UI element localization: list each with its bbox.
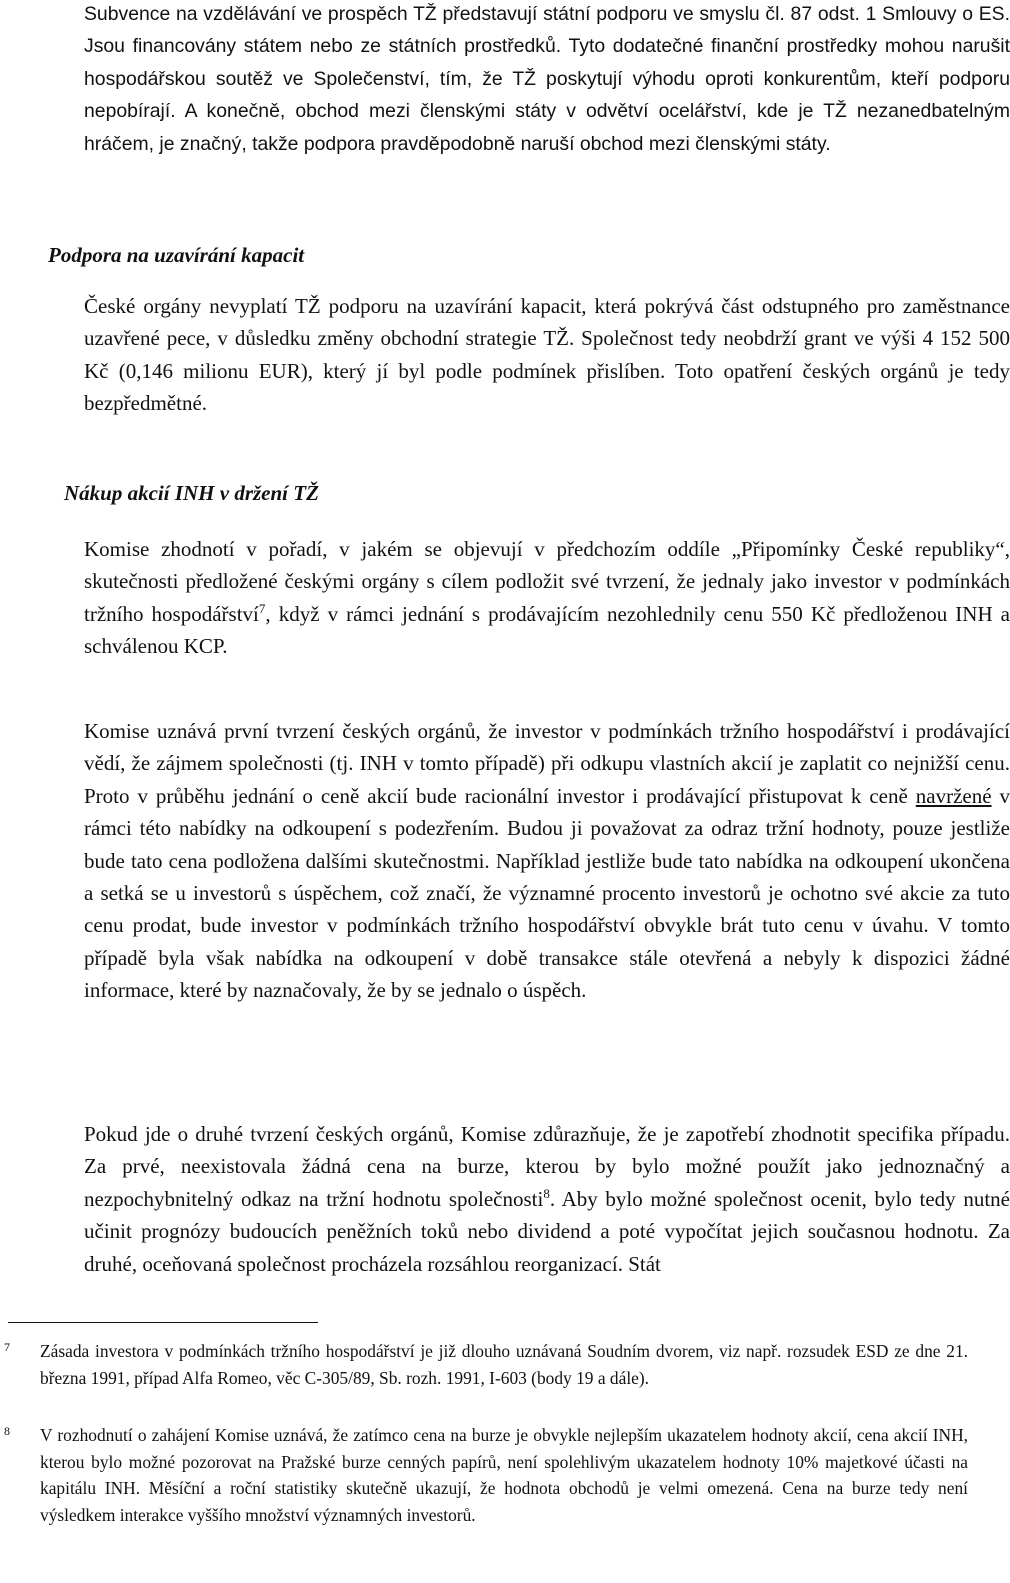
paragraph-text: Subvence na vzdělávání ve prospěch TŽ představují státní podporu ve smyslu čl. 87 odst. 1 Smlouvy o ES. Jsou financovány státem nebo ze státních prostředků. Tyto dodatečné finanční prostředky mohou narušit hospodářskou soutěž ve Společenství, tím, že TŽ poskytují výhodu oproti konkurentům, kteří podporu nepobírají. A konečně, obchod mezi členskými státy v odvětví ocelářství, kde je TŽ nezanedbatelným hráčem, je značný, takže podpora pravděpodobně naruší obchod mezi členskými státy. <box>84 3 1010 155</box>
footnote-separator <box>8 1322 318 1323</box>
paragraph-47 <box>22 715 1010 1007</box>
footnote-mark: 7 <box>4 1340 10 1354</box>
section-heading-capacity-closure: Podpora na uzavírání kapacit <box>48 243 305 267</box>
paragraph-44 <box>22 0 1010 160</box>
footnote-ref-8[interactable]: 8 <box>543 1185 550 1201</box>
paragraph-text: Pokud jde o druhé tvrzení českých orgánů, Komise zdůrazňuje, že je zapotřebí zhodnotit specifika případu. Za prvé, neexistovala žádná cena na burze, kterou by bylo možné použít jako jednoznačný a nezpochybnitelný odkaz na tržní hodnotu společnosti <box>84 1122 1010 1211</box>
paragraph-number <box>22 533 84 565</box>
paragraph-text-cont: , když v rámci jednání s prodávajícím nezohlednily cenu 550 Kč předloženou INH a schválenou KCP. <box>84 601 1010 659</box>
paragraph-text-cont: v rámci této nabídky na odkoupení s podezřením. Budou ji považovat za odraz tržní hodnoty, pouze jestliže bude tato cena podložena dalšími skutečnostmi. Například jestliže bude tato nabídka na odkoupení ukončena a setká se u investorů s úspěchem, což značí, že významné procento investorů je ochotno své akcie za tuto cenu prodat, bude investor v podmínkách tržního hospodářství obvykle brát tuto cenu v úvahu. V tomto případě byla však nabídka na odkoupení v době transakce stále otevřená a nebyly k dispozici žádné informace, které by naznačovaly, že by se jednalo o úspěch. <box>84 783 1010 1003</box>
underlined-word: navržené <box>915 783 992 808</box>
paragraph-number <box>22 1118 84 1150</box>
footnote-7 <box>4 1338 968 1391</box>
paragraph-48 <box>22 1118 1010 1298</box>
paragraph-number <box>22 0 84 30</box>
paragraph-text-cont: . Aby bylo možné společnost ocenit, bylo tedy nutné učinit prognózy budoucích peněžních toků nebo dividend a poté vypočítat jejich současnou hodnotu. Za druhé, oceňovaná společnost procházela rozsáhlou reorganizací. Stát <box>84 1186 1010 1276</box>
paragraph-text: Komise zhodnotí v pořadí, v jakém se objevují v předchozím oddíle „Připomínky České republiky“, skutečnosti předložené českými orgány s cílem podložit své tvrzení, že jednaly jako investor v podmínkách tržního hospodářství <box>84 537 1010 626</box>
section-heading-inh-shares: Nákup akcií INH v držení TŽ <box>64 481 319 505</box>
footnote-mark: 8 <box>4 1424 10 1438</box>
footnote-8 <box>4 1422 968 1528</box>
paragraph-46 <box>22 533 1010 663</box>
paragraph-45 <box>22 290 1010 420</box>
footnote-text: Zásada investora v podmínkách tržního hospodářství je již dlouho uznávaná Soudním dvorem, viz např. rozsudek ESD ze dne 21. března 1991, případ Alfa Romeo, věc C-305/89, Sb. rozh. 1991, I-603 (body 19 a dále). <box>40 1341 968 1388</box>
footnote-ref-7[interactable]: 7 <box>258 600 266 616</box>
paragraph-number <box>22 715 84 747</box>
footnote-text: V rozhodnutí o zahájení Komise uznává, že zatímco cena na burze je obvykle nejlepším ukazatelem hodnoty akcií, cena akcií INH, kterou bylo možné pozorovat na Pražské burze cenných papírů, není spolehlivým ukazatelem hodnoty 10% majetkové účasti na kapitálu INH. Měsíční a roční statistiky skutečně ukazují, že hodnota obchodů je velmi omezená. Cena na burze tedy není výsledkem interakce vyššího množství významných investorů. <box>40 1425 968 1525</box>
paragraph-text: České orgány nevyplatí TŽ podporu na uzavírání kapacit, která pokrývá část odstupného pro zaměstnance uzavřené pece, v důsledku změny obchodní strategie TŽ. Společnost tedy neobdrží grant ve výši 4 152 500 Kč (0,146 milionu EUR), který jí byl podle podmínek přislíben. Toto opatření českých orgánů je tedy bezpředmětné. <box>84 294 1010 416</box>
paragraph-text: Komise uznává první tvrzení českých orgánů, že investor v podmínkách tržního hospodářství i prodávající vědí, že zájmem společnosti (tj. INH v tomto případě) při odkupu vlastních akcií je zaplatit co nejnižší cenu. Proto v průběhu jednání o ceně akcií bude racionální investor i prodávající přistupovat k ceně <box>84 719 1010 808</box>
paragraph-number <box>22 290 84 322</box>
